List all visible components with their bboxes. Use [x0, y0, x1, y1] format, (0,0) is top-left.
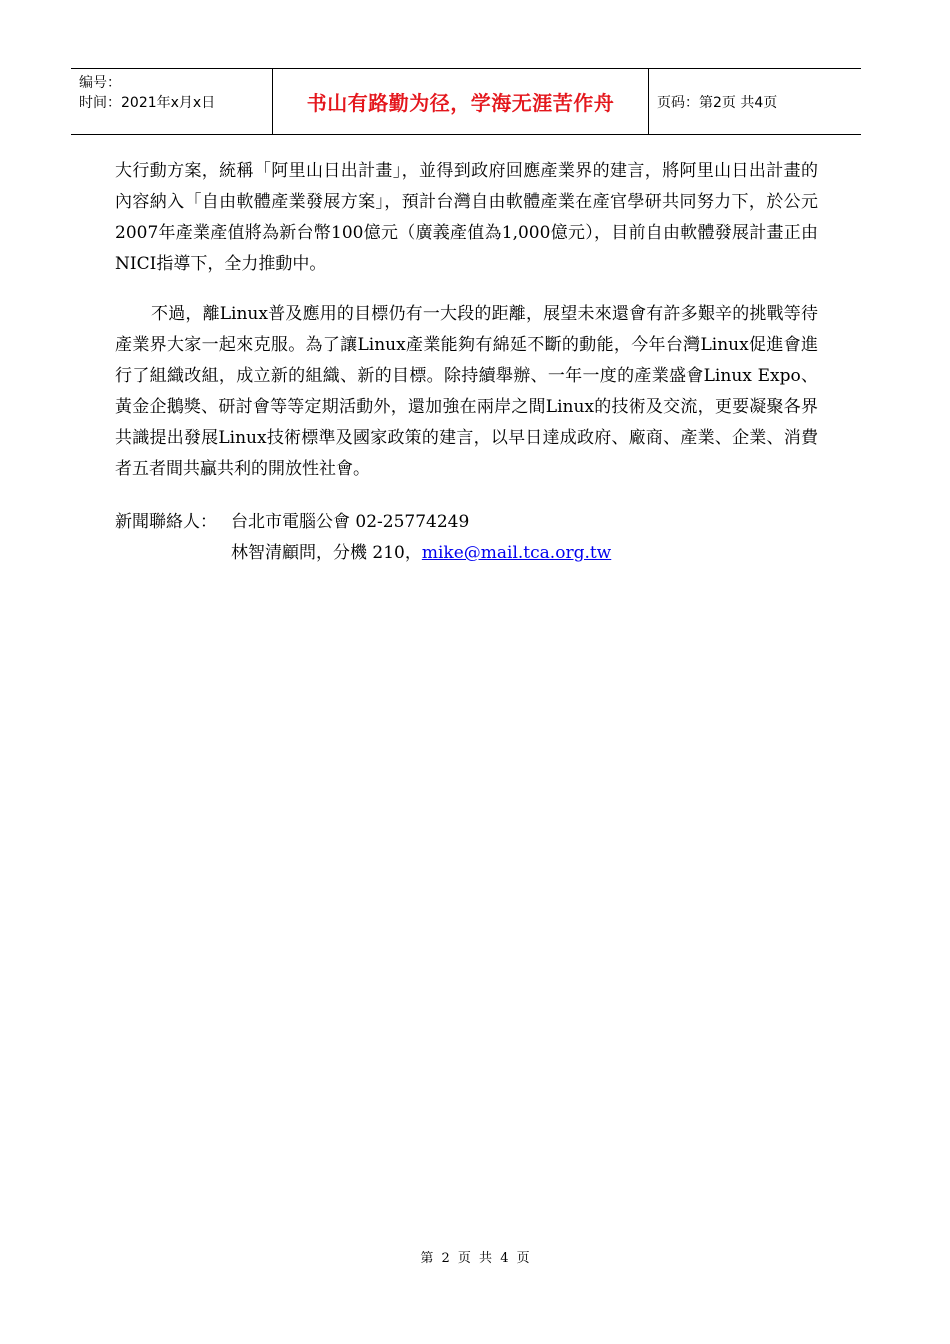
email-link[interactable]: mike@mail.tca.org.tw — [421, 543, 612, 563]
contact-label: 新聞聯絡人： — [115, 512, 217, 532]
header-table — [71, 68, 861, 135]
contact-block — [115, 507, 818, 569]
motto: 书山有路勤为径，学海无涯苦作舟 — [273, 69, 649, 134]
time-label: 时间：2021年x月x日 — [79, 95, 216, 111]
page-footer: 第 2 页 共 4 页 — [420, 1251, 530, 1266]
contact-line-1: 台北市電腦公會 02-25774249 — [231, 512, 470, 532]
paragraph-2: 不過，離Linux普及應用的目標仍有一大段的距離，展望未來還會有許多艱辛的挑戰等待產業界大家一起來克服。為了讓Linux產業能夠有綿延不斷的動能，今年台灣Linux促進會進行了組織改組，成立新的組織、新的目標。除持續舉辦、一年一度的產業盛會Linux Expo、黃金企鵝獎、研討會等等定期活動外，還加強在兩岸之間Linux的技術及交流，更要凝聚各界共識提出發展Linux技術標準及國家政策的建言，以早日達成政府、廠商、產業、企業、消費者五者間共贏共利的開放性社會。 — [115, 304, 818, 479]
number-label: 编号： — [79, 75, 121, 91]
page-info: 页码：第2页 共4页 — [657, 94, 778, 111]
contact-row-2 — [115, 538, 818, 569]
document-body — [115, 156, 818, 569]
contact-row-1 — [115, 507, 818, 538]
header-left-cell — [71, 69, 273, 134]
paragraph-1: 大行動方案，統稱「阿里山日出計畫」，並得到政府回應產業界的建言，將阿里山日出計畫的內容納入「自由軟體產業發展方案」，預計台灣自由軟體產業在產官學研共同努力下，於公元2007年產業產值將為新台幣100億元（廣義產值為1,000億元），目前自由軟體發展計畫正由NICI指導下，全力推動中。 — [115, 161, 818, 274]
contact-line-2: 林智清顧問，分機 210， — [231, 543, 422, 563]
